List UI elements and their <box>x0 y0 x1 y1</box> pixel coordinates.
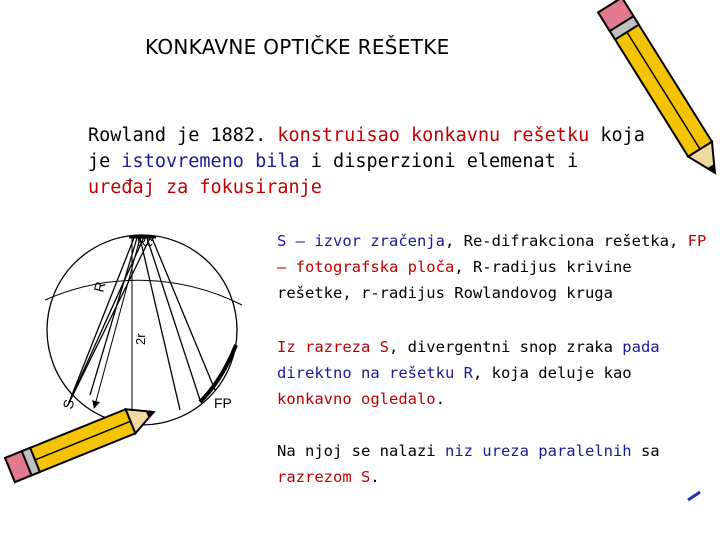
grating-curvature-arc <box>45 280 242 305</box>
label-fp: FP <box>214 395 232 411</box>
pencil-mark <box>688 492 700 500</box>
beam-text: , koja deluje kao <box>472 364 632 382</box>
label-r: R <box>90 279 109 294</box>
legend-source: S – izvor zračenja <box>277 232 445 250</box>
pencil-icon <box>598 0 720 180</box>
pencil-icon <box>5 397 158 482</box>
intro-text: i disperzioni elemenat i <box>299 151 579 172</box>
label-2r: 2r <box>133 333 148 345</box>
grooves-text: sa <box>631 442 660 460</box>
legend-plate: FP – fotografska ploča <box>277 232 707 276</box>
intro-text: Rowland je 1882. <box>88 125 278 146</box>
grooves-highlight: niz ureza paralelnih <box>444 442 632 460</box>
incident-rays <box>68 237 150 405</box>
intro-text: koja je <box>88 125 645 172</box>
page-title: KONKAVNE OPTIČKE REŠETKE <box>145 35 450 59</box>
beam-highlight: Iz razreza S <box>277 338 389 356</box>
grooves-text: . <box>370 468 380 486</box>
beam-text: , divergentni snop zraka <box>388 338 623 356</box>
diffracted-rays <box>90 238 215 410</box>
legend-text: , Re-difrakciona rešetka, <box>444 232 688 250</box>
legend-text: , R-radijus krivine rešetke, r-radijus Rowlandovog kruga <box>277 258 632 302</box>
beam-highlight: konkavno ogledalo <box>277 390 436 408</box>
photo-plate <box>200 345 236 402</box>
beam-highlight: pada direktno na rešetku R <box>277 338 660 382</box>
intro-highlight: uređaj za fokusiranje <box>88 177 322 198</box>
grooves-text: Na njoj se nalazi <box>277 442 445 460</box>
rowland-circle <box>47 235 237 425</box>
intro-highlight: istovremeno bila <box>121 151 300 172</box>
beam-text: . <box>435 390 445 408</box>
intro-highlight: konstruisao konkavnu rešetku <box>277 125 590 146</box>
grooves-highlight: razrezom S <box>277 468 371 486</box>
label-s: S <box>59 397 78 411</box>
radius-line <box>95 238 140 405</box>
label-rc: Rc <box>137 234 153 249</box>
